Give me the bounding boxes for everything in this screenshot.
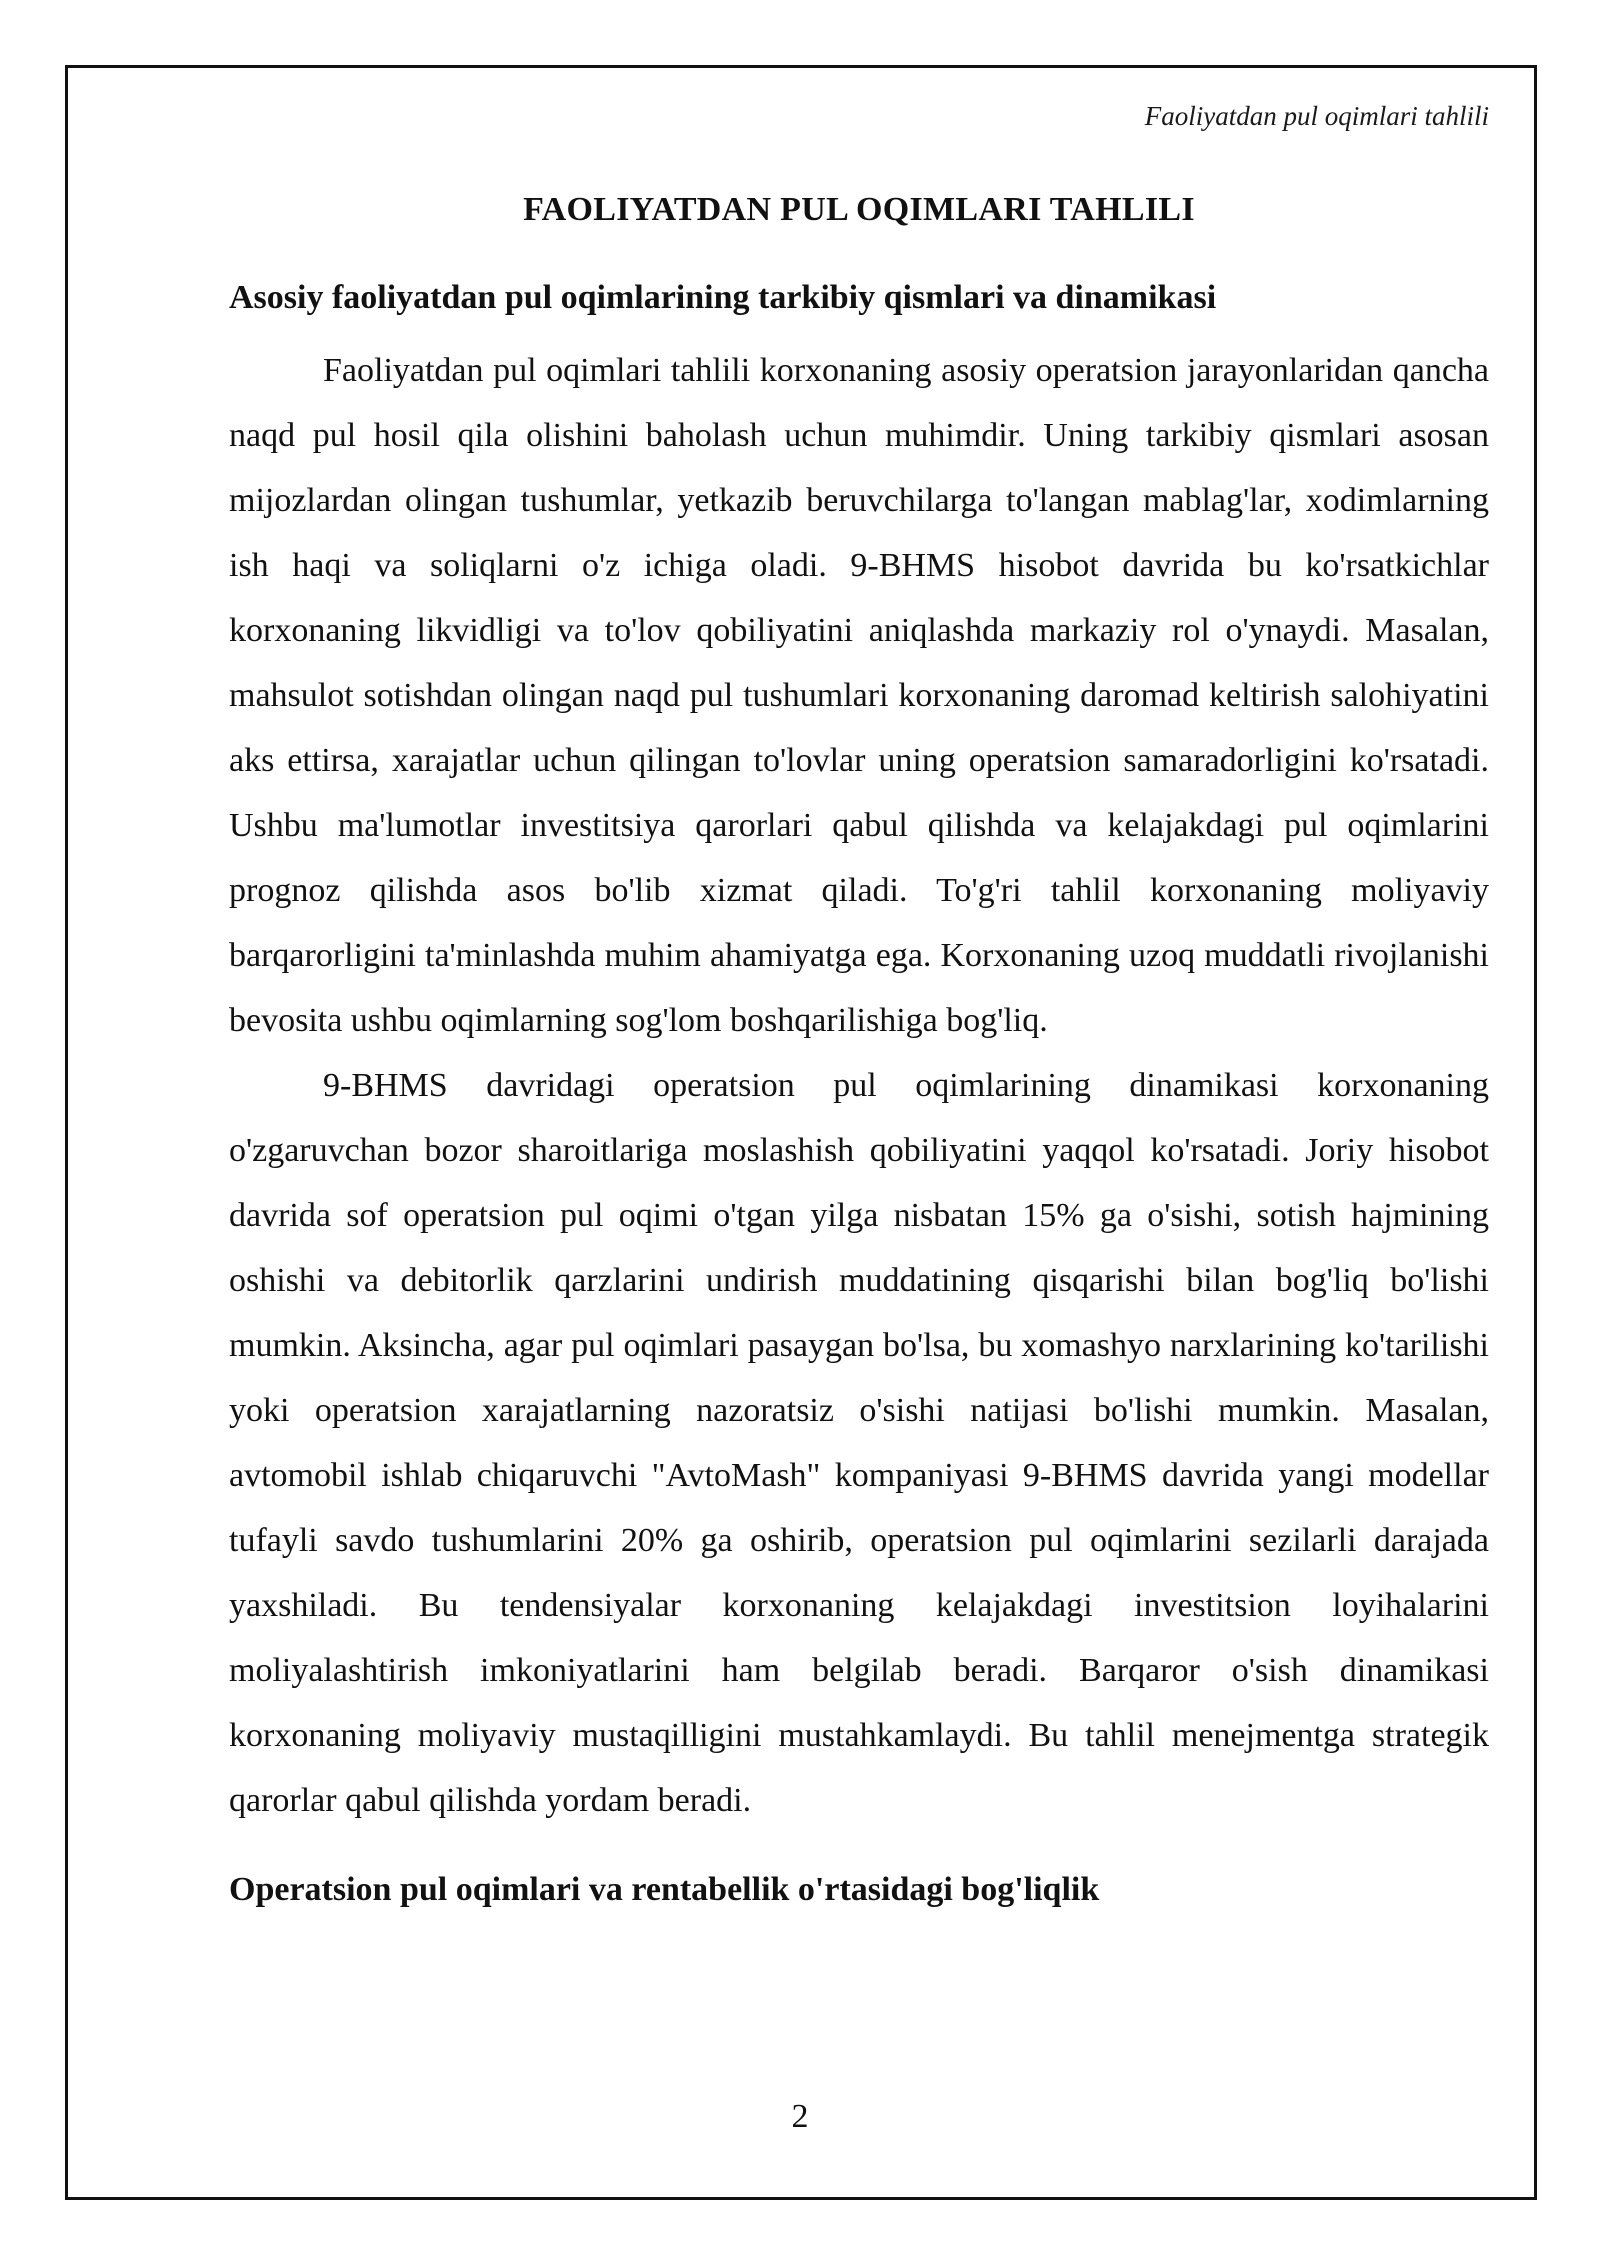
document-title: FAOLIYATDAN PUL OQIMLARI TAHLILI bbox=[523, 191, 1195, 228]
page-number: 2 bbox=[791, 2098, 809, 2135]
section-heading-profitability: Operatsion pul oqimlari va rentabellik o'rtasidagi bog'liqlik bbox=[229, 1871, 1100, 1908]
paragraph-dynamics: 9-BHMS davridagi operatsion pul oqimlarining dinamikasi korxonaning o'zgaruvchan bozor sharoitlariga moslashish qobiliyatini yaqqol ko'rsatadi. Joriy hisobot davrida sof operatsion pul oqimi o'tgan yilga nisbatan 15% ga o'sishi, sotish hajmining oshishi va debitorlik qarzlarini undirish muddatining qisqarishi bilan bog'liq bo'lishi mumkin. Aksincha, agar pul oqimlari pasaygan bo'lsa, bu xomashyo narxlarining ko'tarilishi yoki operatsion xarajatlarning nazoratsiz o'sishi natijasi bo'lishi mumkin. Masalan, avtomobil ishlab chiqaruvchi "AvtoMash" kompaniyasi 9-BHMS davrida yangi modellar tufayli savdo tushumlarini 20% ga oshirib, operatsion pul oqimlarini sezilarli darajada yaxshiladi. Bu tendensiyalar korxonaning kelajakdagi investitsion loyihalarini moliyalashtirish imkoniyatlarini ham belgilab beradi. Barqaror o'sish dinamikasi korxonaning moliyaviy mustaqilligini mustahkamlaydi. Bu tahlil menejmentga strategik qarorlar qabul qilishda yordam beradi. bbox=[229, 1067, 1489, 1819]
running-header: Faoliyatdan pul oqimlari tahlili bbox=[1144, 101, 1489, 131]
document-body bbox=[229, 188, 1489, 1912]
section-heading-components: Asosiy faoliyatdan pul oqimlarining tarkibiy qismlari va dinamikasi bbox=[229, 279, 1217, 316]
paragraph-components: Faoliyatdan pul oqimlari tahlili korxonaning asosiy operatsion jarayonlaridan qancha naqd pul hosil qila olishini baholash uchun muhimdir. Uning tarkibiy qismlari asosan mijozlardan olingan tushumlar, yetkazib beruvchilarga to'langan mablag'lar, xodimlarning ish haqi va soliqlarni o'z ichiga oladi. 9-BHMS hisobot davrida bu ko'rsatkichlar korxonaning likvidligi va to'lov qobiliyatini aniqlashda markaziy rol o'ynaydi. Masalan, mahsulot sotishdan olingan naqd pul tushumlari korxonaning daromad keltirish salohiyatini aks ettirsa, xarajatlar uchun qilingan to'lovlar uning operatsion samaradorligini ko'rsatadi. Ushbu ma'lumotlar investitsiya qarorlari qabul qilishda va kelajakdagi pul oqimlarini prognoz qilishda asos bo'lib xizmat qiladi. To'g'ri tahlil korxonaning moliyaviy barqarorligini ta'minlashda muhim ahamiyatga ega. Korxonaning uzoq muddatli rivojlanishi bevosita ushbu oqimlarning sog'lom boshqarilishiga bog'liq. bbox=[229, 352, 1489, 1039]
